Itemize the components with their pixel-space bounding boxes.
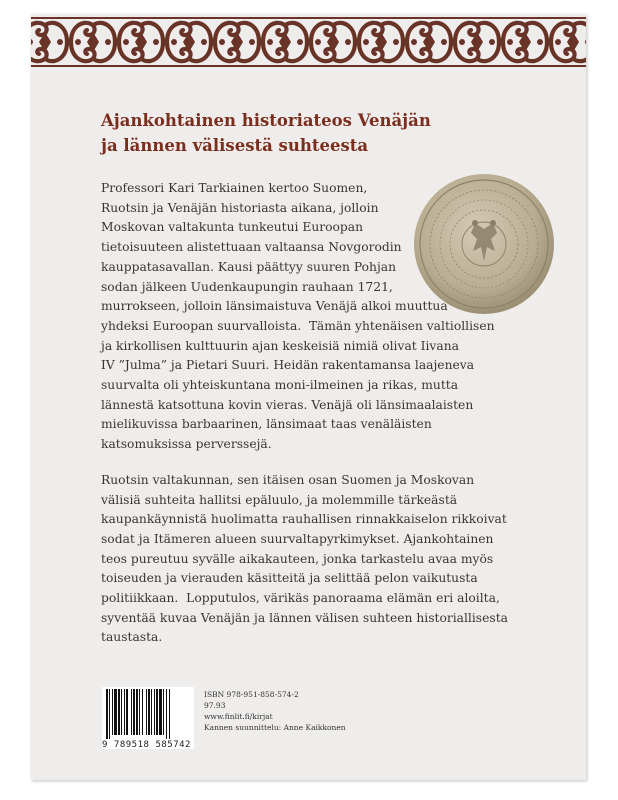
barcode-bar [106,689,108,739]
barcode-bar [151,689,152,735]
barcode-bar [159,689,162,735]
barcode-bar [136,689,138,735]
barcode-bar [154,689,155,735]
subtitle-line-2: ja lännen välisestä suhteesta [101,136,369,155]
paragraph-2: Ruotsin valtakunnan, sen itäisen osan Suomen ja Moskovan välisiä suhteita hallitsi epäluulo, ja molemmille tärkeästä kaupankäynnistä huolimatta rauhallisen rinnakkaiselon rikkoivat sodat ja Itämeren alueen suurvaltapyrkimykset. Ajankohtainen teos pureutuu syvälle aikakauteen, jonka tarkastelu avaa myös toiseuden ja vierauden käsitteitä ja selittää pelon vaikutusta politiikkaan. Lopputulos, värikäs panoraama elämän eri aloilta, syventää kuvaa Venäjän ja lännen välisen suhteen historiallisesta taustasta. [101,472,508,645]
barcode-bar [169,689,170,739]
body-text [101,179,531,664]
ykl-class: 97.93 [204,701,226,710]
barcode-digit-group-1: 789518 [113,740,150,750]
subtitle [101,108,431,158]
barcode-bar [126,689,128,735]
publication-info [204,689,414,733]
barcode-bar [118,689,120,735]
isbn: ISBN 978-951-858-574-2 [204,690,299,699]
barcode-bar [142,689,143,735]
barcode-digit-lead: 9 [102,740,108,750]
paragraph-1: Professori Kari Tarkiainen kertoo Suomen, Ruotsin ja Venäjän historiasta aikana, jolloin Moskovan valtakunta tunkeutui Euroopan tietoisuuteen alistettuaan valtaansa Novgorodin kauppatasavallan. Kausi päättyy suuren Pohjan sodan jälkeen Uudenkaupungin rauhaan 1721, murrokseen, jolloin länsimaistuva Venäjä alkoi muuttua yhdeksi Euroopan suurvalloista. Tämän yhtenäisen valtiollisen ja kirkollisen kulttuurin ajan keskeisiä nimiä olivat Iivana IV ”Julma” ja Pietari Suuri. Heidän rakentamansa laajeneva suurvalta oli yhteiskuntana moni-ilmeinen ja rikas, mutta lännestä katsottuna kovin vieras. Venäjä oli länsimaalaisten mielikuvissa barbaarinen, länsimaat taas venäläisten katsomuksissa perverssejä. [101,181,495,452]
barcode-bar [146,689,147,735]
ornament-border [31,14,586,70]
barcode-digit-group-2: 585742 [155,740,191,750]
barcode-bar [131,689,132,735]
subtitle-line-1: Ajankohtainen historiateos Venäjän [101,111,431,130]
publisher-url: www.finlit.fi/kirjat [204,712,273,721]
barcode-bar [114,689,117,735]
barcode-digits [102,740,230,750]
barcode-bar [112,689,113,735]
barcode-bar [121,689,122,735]
barcode-bar [109,689,110,739]
barcode-bar [133,689,135,735]
barcode-bar [139,689,140,735]
barcode-bar [148,689,150,735]
barcode-bar [124,689,125,735]
barcode-bar [163,689,164,735]
barcode-bar [156,689,158,735]
barcode-bars [102,687,194,739]
cover-design-credit: Kannen suunnittelu: Anne Kaikkonen [204,723,346,732]
barcode-bar [166,689,167,739]
back-cover [31,14,586,780]
